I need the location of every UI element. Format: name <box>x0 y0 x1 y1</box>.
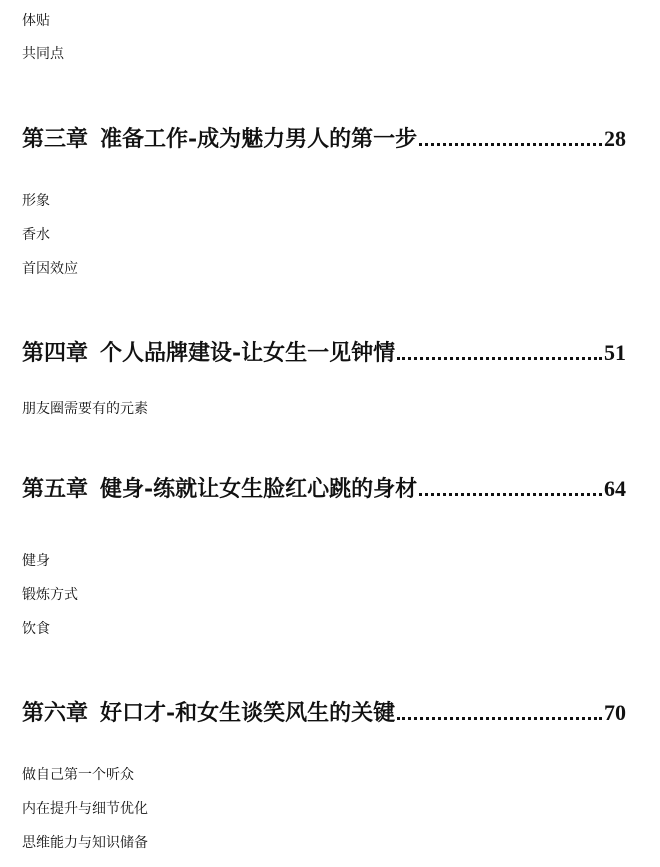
chapter-number: 第四章 <box>22 340 89 366</box>
dot-leader <box>419 143 602 146</box>
toc-subitem: 朋友圈需要有的元素 <box>22 401 148 417</box>
toc-chapter-entry[interactable] <box>22 122 626 152</box>
toc-chapter-entry[interactable] <box>22 472 626 502</box>
toc-chapter-entry[interactable] <box>22 336 626 366</box>
toc-subitem: 锻炼方式 <box>22 587 78 603</box>
toc-subitem: 形象 <box>22 193 50 209</box>
toc-subitem: 香水 <box>22 227 50 243</box>
chapter-title: 个人品牌建设-让女生一见钟情 <box>100 340 396 366</box>
page-number: 64 <box>604 476 626 501</box>
dot-leader <box>397 357 602 360</box>
chapter-title: 好口才-和女生谈笑风生的关键 <box>100 700 396 726</box>
toc-subitem: 做自己第一个听众 <box>22 767 134 783</box>
toc-subitem: 体贴 <box>22 13 50 29</box>
toc-subitem: 首因效应 <box>22 261 78 277</box>
chapter-title: 准备工作-成为魅力男人的第一步 <box>100 126 418 152</box>
toc-subitem: 内在提升与细节优化 <box>22 801 148 817</box>
toc-subitem: 思维能力与知识储备 <box>22 835 148 851</box>
toc-subitem: 饮食 <box>22 621 50 637</box>
chapter-number: 第五章 <box>22 476 89 502</box>
dot-leader <box>397 717 602 720</box>
page-number: 51 <box>604 340 626 365</box>
page-number: 28 <box>604 126 626 151</box>
chapter-number: 第六章 <box>22 700 89 726</box>
dot-leader <box>419 493 602 496</box>
toc-subitem: 健身 <box>22 553 50 569</box>
toc-subitem: 共同点 <box>22 46 64 62</box>
chapter-title: 健身-练就让女生脸红心跳的身材 <box>100 476 418 502</box>
chapter-number: 第三章 <box>22 126 89 152</box>
toc-chapter-entry[interactable] <box>22 696 626 726</box>
page-number: 70 <box>604 700 626 725</box>
